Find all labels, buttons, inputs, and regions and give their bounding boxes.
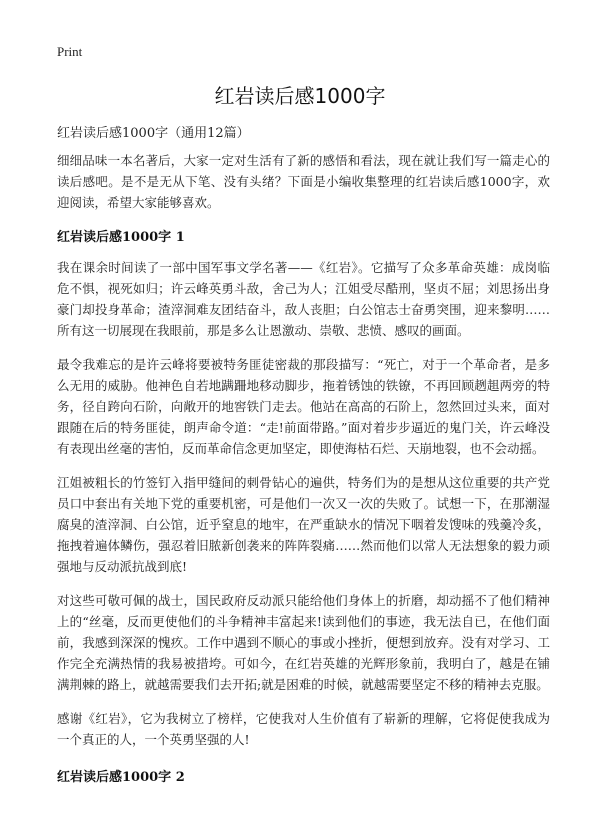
article-body bbox=[57, 150, 550, 797]
section-heading-1: 红岩读后感1000字 1 bbox=[57, 230, 185, 245]
page-title: 红岩读后感1000字 bbox=[214, 84, 386, 108]
section1-paragraph-4: 对这些可敬可佩的战士，国民政府反动派只能给他们身体上的折磨，却动摇不了他们精神上的“丝毫，反而更使他们的斗争精神丰富起来!读到他们的事迹，我无法自已，在他们面前，我感到深深的愧疚。工作中遇到不顺心的事或小挫折，便想到放弃。没有对学习、工作完全充满热情的我易被措垮。可如今，在红岩英雄的光辉形象前，我明白了，越是在铺满荆棘的路上，就越需要我们去开拓;就是困难的时候，就越需要坚定不移的精神去克服。 bbox=[57, 593, 550, 692]
section1-paragraph-5: 感谢《红岩》，它为我树立了榜样，它使我对人生价值有了崭新的理解，它将促使我成为一个真正的人，一个英勇坚强的人! bbox=[57, 711, 550, 747]
document-subtitle: 红岩读后感1000字（通用12篇） bbox=[57, 126, 250, 141]
section-heading-2: 红岩读后感1000字 2 bbox=[57, 770, 185, 785]
print-link[interactable]: Print bbox=[57, 44, 83, 59]
section1-paragraph-3: 江姐被粗长的竹签钉入指甲缝间的刺骨钻心的遍供，特务们为的是想从这位重要的共产党员口中套出有关地下党的重要机密，可是他们一次又一次的失败了。试想一下，在那潮湿腐臭的渣滓洞、白公馆，近乎窒息的地牢，在严重缺水的情况下咽着发馊味的残羹冷炙，拖拽着遍体鳞伤，强忍着旧脓新创袭来的阵阵裂痛……然而他们以常人无法想象的毅力顽强地与反动派抗战到底! bbox=[57, 475, 550, 574]
intro-paragraph: 细细品味一本名著后，大家一定对生活有了新的感悟和看法，现在就让我们写一篇走心的读后感吧。是不是无从下笔、没有头绪？下面是小编收集整理的红岩读后感1000字，欢迎阅读，希望大家能够喜欢。 bbox=[57, 153, 550, 210]
section1-paragraph-1: 我在课余时间读了一部中国军事文学名著——《红岩》。它描写了众多革命英雄：成岗临危不惧，视死如归；许云峰英勇斗敌，舍己为人；江姐受尽酷刑，坚贞不屈；刘思扬出身豪门却投身革命；渣滓洞难友团结奋斗，敌人丧胆；白公馆志士奋勇突围，迎来黎明……所有这一切展现在我眼前，那是多么让恩激动、崇敬、悲愤、感叹的画面。 bbox=[57, 260, 550, 338]
section1-paragraph-2: 最令我难忘的是许云峰将要被特务匪徒密裁的那段描写：“死亡，对于一个革命者，是多么无用的威胁。他神色自若地蹒跚地移动脚步，拖着锈蚀的铁镣，不再回顾趔趄两旁的特务，径自跨向石阶，向敞开的地窖铁门走去。他站在高高的石阶上，忽然回过头来，面对跟随在后的特务匪徒，朗声命令道：“走!前面带路。”面对着步步逼近的鬼门关，许云峰没有表现出丝毫的害怕，反而革命信念更加坚定，即使海枯石烂、天崩地裂，也不会动摇。 bbox=[57, 357, 550, 456]
